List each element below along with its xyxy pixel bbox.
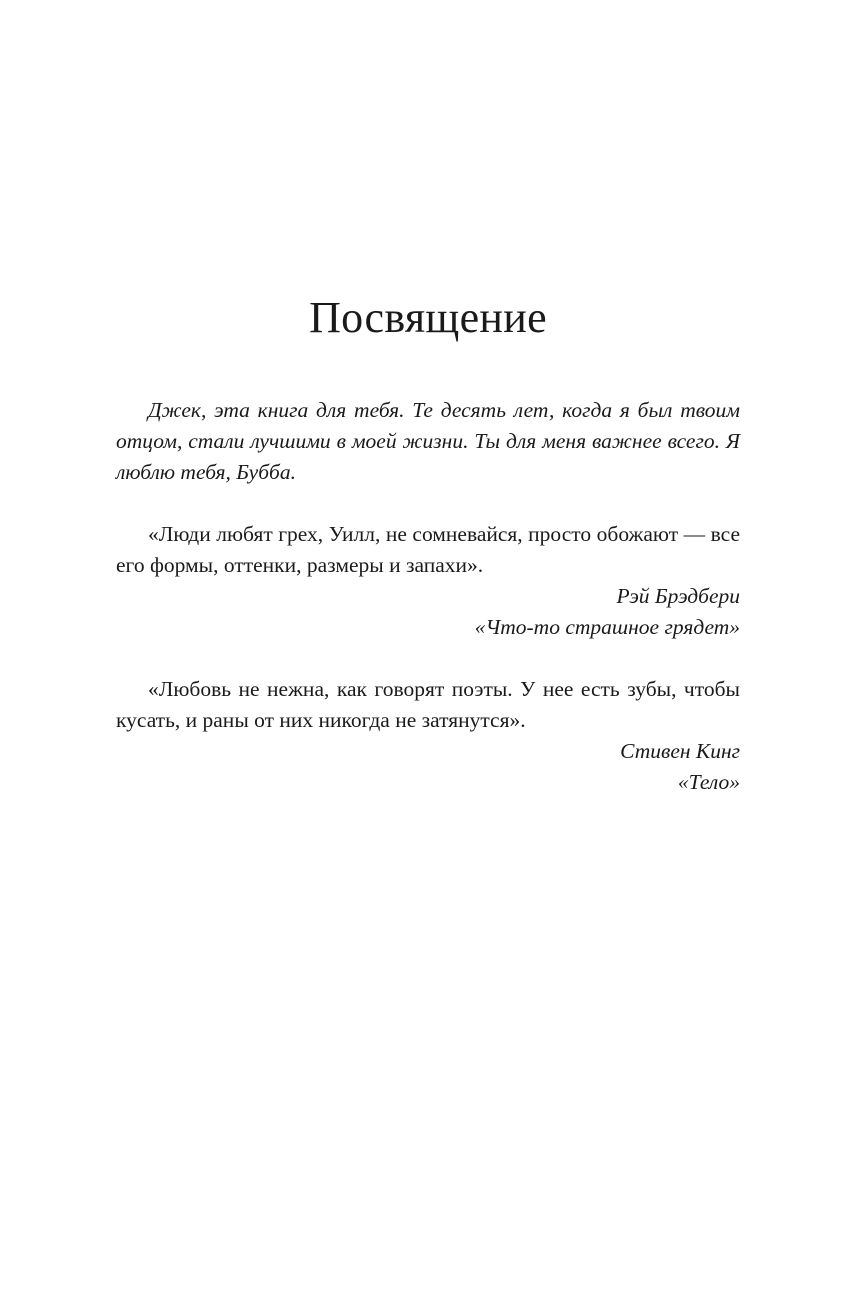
dedication-text — [116, 395, 740, 488]
epigraph-quote-2-text: «Любовь не нежна, как говорят поэты. У нее есть зубы, чтобы кусать, и раны от них никогда не затянутся». — [116, 677, 740, 732]
epigraph-author-1: Рэй Брэдбери — [616, 584, 740, 608]
dedication-body: Джек, эта книга для тебя. Те десять лет, когда я был твоим отцом, стали лучшими в моей жизни. Ты для меня важнее всего. Я люблю тебя, Бубба. — [116, 398, 740, 484]
epigraph-author-2: Стивен Кинг — [620, 739, 740, 763]
epigraph-quote-1-text: «Люди любят грех, Уилл, не сомневайся, просто обожают — все его формы, оттенки, размеры и запахи». — [116, 522, 740, 577]
epigraph-quote-2 — [116, 674, 740, 736]
epigraph-source-2: «Тело» — [677, 770, 740, 794]
epigraph-source-1: «Что-то страшное грядет» — [474, 615, 740, 639]
page-title: Посвящение — [309, 293, 547, 342]
epigraph-quote-1 — [116, 519, 740, 581]
spacer — [116, 643, 740, 674]
page-content — [116, 395, 740, 798]
spacer — [116, 488, 740, 519]
